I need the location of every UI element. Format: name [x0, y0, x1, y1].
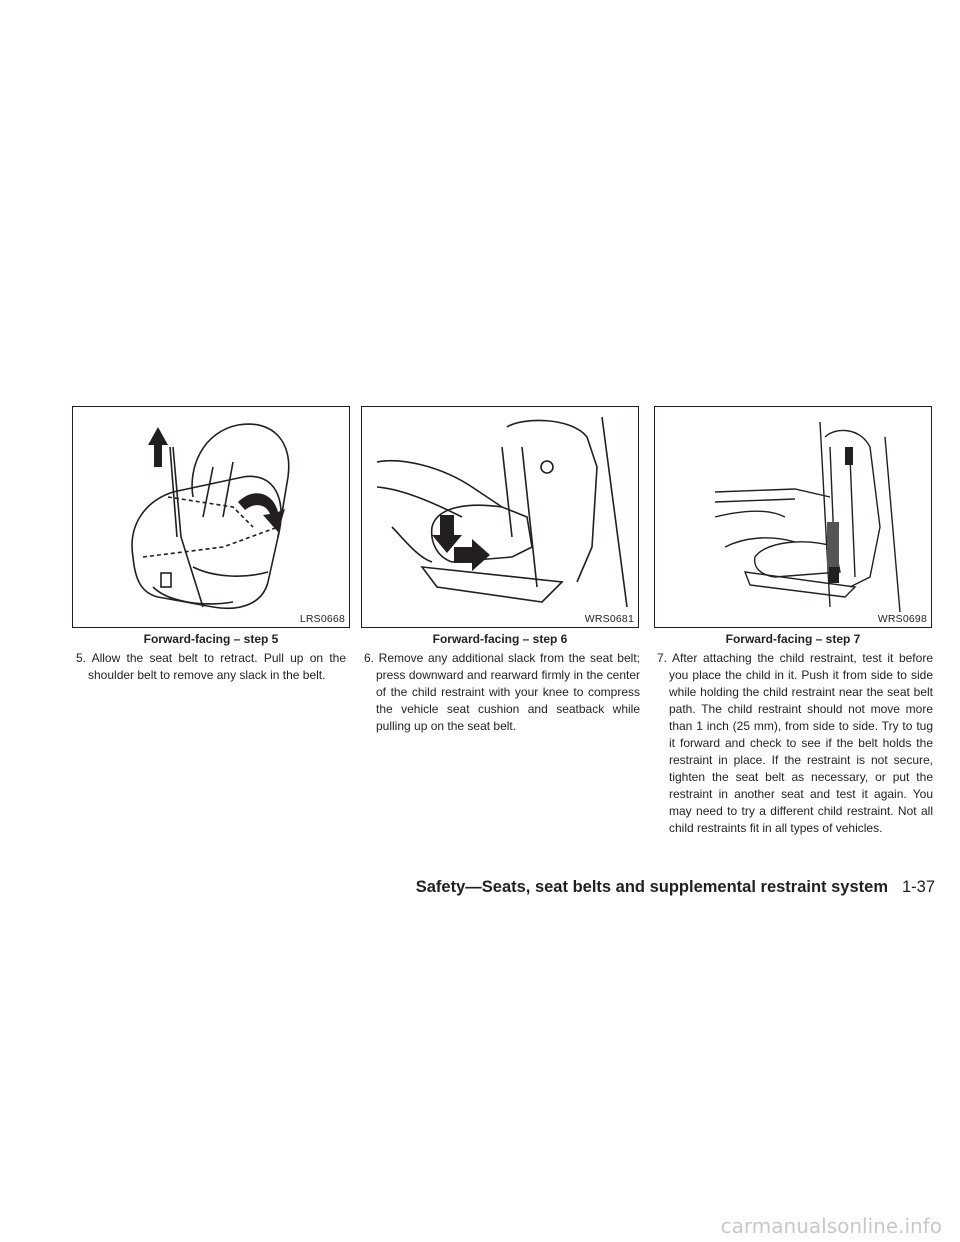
knee-compress-seat-illustration [362, 407, 639, 628]
figure-code: LRS0668 [299, 613, 345, 625]
figure-code: WRS0681 [584, 613, 634, 625]
step-5-text: 5. Allow the seat belt to retract. Pull up on the shoulder belt to remove any slack in the belt. [76, 651, 346, 682]
child-seat-belt-retract-illustration [73, 407, 350, 628]
step-7-text: 7. After attaching the child restraint, test it before you place the child in it. Push it from side to side while holding the child restraint near the seat belt path. The child restraint should not move more than 1 inch (25 mm), from side to side. Try to tug it forward and check to see if the belt holds the restraint in place. If the restraint is not secure, tighten the seat belt as necessary, or put the restraint in another seat and test it again. You may need to try a different child restraint. Not all child restraints fit in all types of vehicles. [657, 651, 933, 835]
test-restraint-side-to-side-illustration [655, 407, 932, 628]
figure-step-7 [654, 406, 932, 628]
figure-caption: Forward-facing – step 6 [432, 632, 568, 646]
section-title: Safety—Seats, seat belts and supplemental restraint system [415, 878, 888, 896]
watermark: carmanualsonline.info [720, 1214, 942, 1238]
figure-step-5 [72, 406, 350, 628]
figure-caption: Forward-facing – step 7 [725, 632, 861, 646]
step-6-text: 6. Remove any additional slack from the seat belt; press downward and rearward firmly in the center of the child restraint with your knee to compress the vehicle seat cushion and seatback while pulling up on the seat belt. [364, 651, 640, 733]
figure-code: WRS0698 [877, 613, 927, 625]
page-number: 1-37 [901, 878, 935, 896]
figure-step-6 [361, 406, 639, 628]
figure-caption: Forward-facing – step 5 [143, 632, 279, 646]
